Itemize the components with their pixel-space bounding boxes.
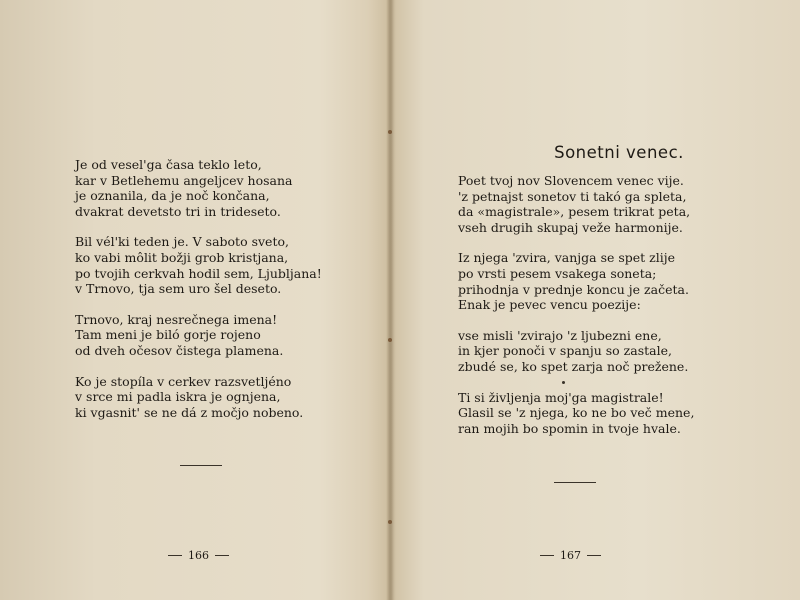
verse-line: od dveh očesov čistega plamena. [75, 342, 284, 358]
verse-line: Je od vesel'ga časa teklo leto, [75, 157, 262, 172]
folio-dash [587, 555, 601, 556]
verse-line: Ko je stopíla v cerkev razsvetljéno [75, 373, 292, 389]
binding-stitch [388, 130, 392, 134]
verse-line: zbudé se, ko spet zarja noč prežene. [458, 358, 689, 374]
right-poem [458, 173, 768, 451]
verse-line: Tam meni je biló gorje rojeno [75, 327, 261, 343]
page-number-left [168, 549, 229, 562]
left-poem [75, 157, 375, 435]
verse-line: v srce mi padla iskra je ognjena, [75, 389, 281, 405]
verse-line: in kjer ponoči v spanju so zastale, [458, 343, 672, 359]
verse-line: Ti si življenja moj'ga magistrale! [458, 389, 664, 405]
verse-line: kar v Betlehemu angeljcev hosana [75, 172, 293, 188]
verse-line: vse misli 'zvirajo 'z ljubezni ene, [458, 327, 662, 343]
verse-line: po tvojih cerkvah hodil sem, Ljubljana! [75, 265, 322, 281]
left-page [0, 0, 390, 600]
folio-dash [168, 555, 182, 556]
verse-line: prihodnja v prednje koncu je začeta. [458, 281, 689, 297]
stanza [75, 374, 375, 421]
stanza [458, 173, 768, 235]
verse-line: Glasil se 'z njega, ko ne bo več mene, [458, 405, 695, 421]
verse-line: po vrsti pesem vsakega soneta; [458, 265, 657, 281]
divider-rule [180, 465, 222, 466]
verse-line: ko vabi môlit božji grob kristjana, [75, 249, 289, 265]
binding-stitch [388, 520, 392, 524]
verse-line: ran mojih bo spomin in tvoje hvale. [458, 420, 681, 436]
verse-line: Enak je pevec vencu poezije: [458, 297, 641, 313]
stanza [75, 234, 375, 296]
book-gutter [386, 0, 394, 600]
stanza [75, 157, 375, 219]
verse-line: 'z petnajst sonetov ti takó ga spleta, [458, 188, 687, 204]
verse-line: v Trnovo, tja sem uro šel deseto. [75, 281, 282, 297]
verse-line: vseh drugih skupaj veže harmonije. [458, 219, 683, 235]
verse-line: Iz njega 'zvira, vanjga se spet zlije [458, 250, 676, 266]
binding-stitch [388, 338, 392, 342]
divider-rule [554, 482, 596, 483]
verse-line: Trnovo, kraj nesrečnega imena! [75, 311, 278, 327]
print-speck [562, 381, 565, 384]
right-page [398, 0, 800, 600]
folio-dash [540, 555, 554, 556]
verse-line: da «magistrale», pesem trikrat peta, [458, 204, 691, 220]
stanza [458, 390, 768, 437]
stanza [458, 328, 768, 375]
page-number-right [540, 549, 601, 562]
verse-line: je oznanila, da je noč končana, [75, 188, 270, 204]
page-number-text: 167 [560, 549, 581, 562]
stanza [458, 250, 768, 312]
folio-dash [215, 555, 229, 556]
poem-title: Sonetni venec. [554, 143, 684, 162]
verse-line: Poet tvoj nov Slovencem venec vije. [458, 173, 684, 188]
verse-line: Bil vél'ki teden je. V saboto sveto, [75, 234, 289, 250]
stanza [75, 312, 375, 359]
verse-line: dvakrat devetsto tri in trideseto. [75, 203, 281, 219]
page-number-text: 166 [188, 549, 209, 562]
verse-line: ki vgasnit' se ne dá z močjo nobeno. [75, 404, 304, 420]
